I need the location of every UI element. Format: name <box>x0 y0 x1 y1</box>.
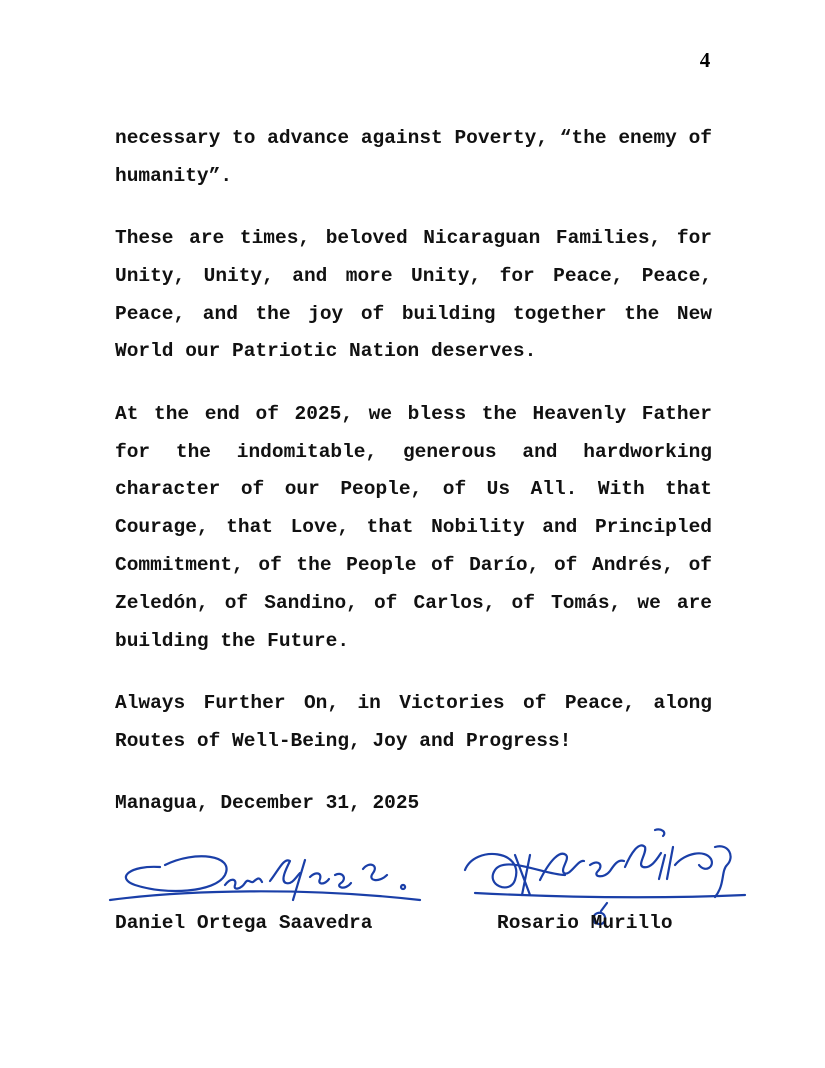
signature-left-image <box>105 845 425 920</box>
paragraph-2: These are times, beloved Nicaraguan Families, for Unity, Unity, and more Unity, for Peace, Peace, Peace, and the joy of building together the New World our Patriotic Nation deserves. <box>115 227 712 363</box>
letter-body <box>115 120 712 823</box>
paragraph-3: At the end of 2025, we bless the Heavenly Father for the indomitable, generous and hardworking character of our People, of Us All. With that Courage, that Love, that Nobility and Principled Commitment, of the People of Darío, of Andrés, of Zeledón, of Sandino, of Carlos, of Tomás, we are building the Future. <box>115 402 712 652</box>
page-number: 4 <box>699 48 711 72</box>
signatory-left-name: Daniel Ortega Saavedra <box>115 912 373 934</box>
dateline: Managua, December 31, 2025 <box>115 791 420 814</box>
signature-block <box>0 820 825 950</box>
paragraph-4: Always Further On, in Victories of Peace, along Routes of Well-Being, Joy and Progress! <box>115 691 712 752</box>
signatory-right-name: Rosario Murillo <box>497 912 673 934</box>
paragraph-1: necessary to advance against Poverty, “the enemy of humanity”. <box>115 127 712 187</box>
